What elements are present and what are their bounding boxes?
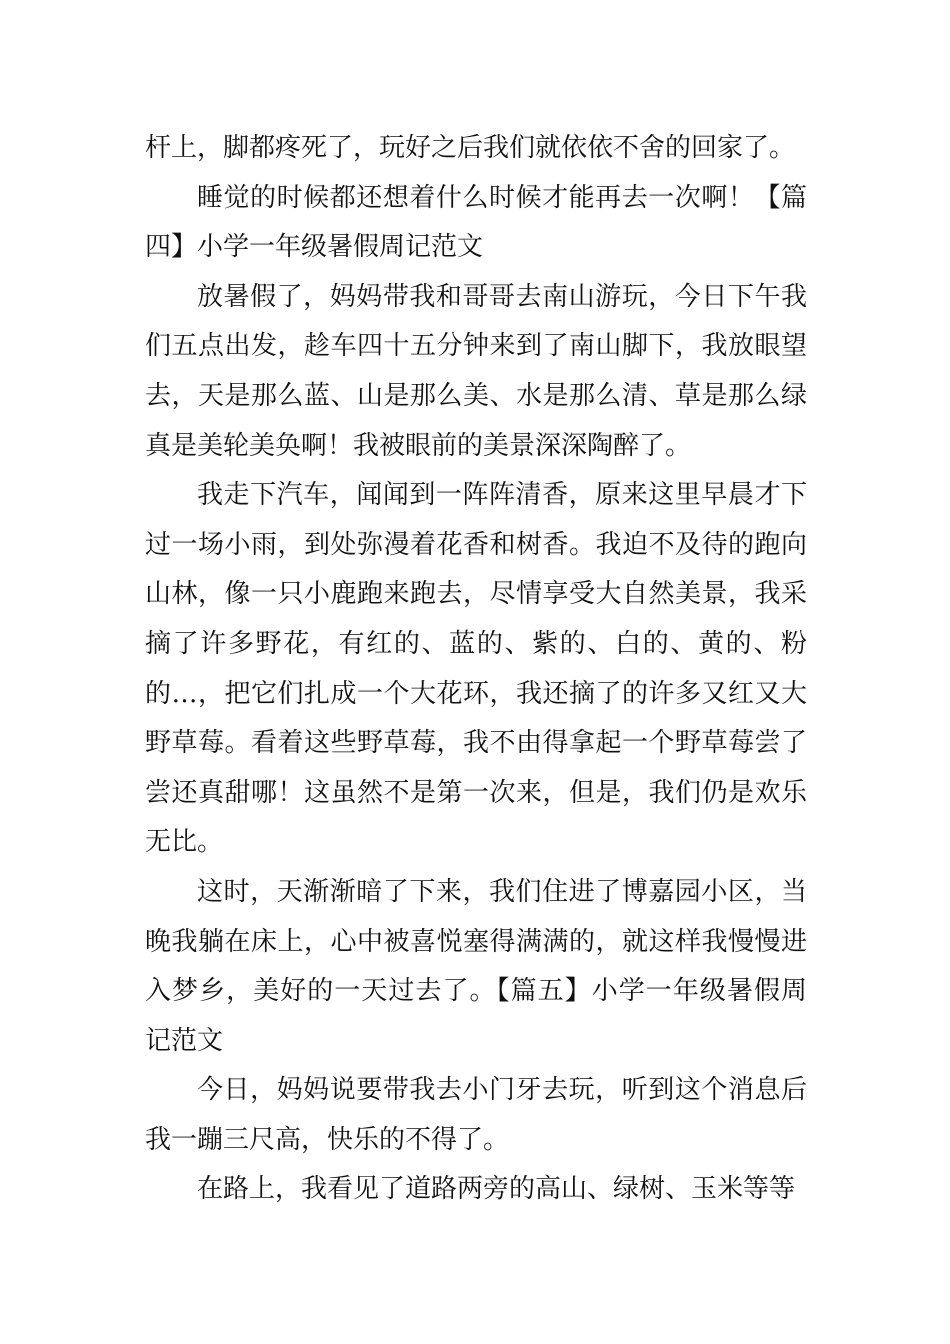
paragraph-evening: 这时，天渐渐暗了下来，我们住进了博嘉园小区，当晚我躺在床上，心中被喜悦塞得满满的，就这样我慢慢进入梦乡，美好的一天过去了。【篇五】小学一年级暑假周记范文 (145, 876, 807, 1056)
document-page (145, 124, 807, 1215)
paragraph-continued: 杆上，脚都疼死了，玩好之后我们就依依不舍的回家了。 (145, 133, 796, 163)
paragraph-today: 今日，妈妈说要带我去小门牙去玩，听到这个消息后我一蹦三尺高，快乐的不得了。 (145, 1075, 807, 1155)
paragraph-nanshan-trip: 放暑假了，妈妈带我和哥哥去南山游玩，今日下午我们五点出发，趁车四十五分钟来到了南山脚下，我放眼望去，天是那么蓝、山是那么美、水是那么清、草是那么绿真是美轮美奂啊！我被眼前的美景深深陶醉了。 (145, 281, 807, 461)
paragraph-on-road: 在路上，我看见了道路两旁的高山、绿树、玉米等等 (197, 1174, 796, 1205)
paragraph-mountain-forest: 我走下汽车，闻闻到一阵阵清香，原来这里早晨才下过一场小雨，到处弥漫着花香和树香。我迫不及待的跑向山林，像一只小鹿跑来跑去，尽情享受大自然美景，我采摘了许多野花，有红的、蓝的、紫的、白的、黄的、粉的…，把它们扎成一个大花环，我还摘了的许多又红又大野草莓。看着这些野草莓，我不由得拿起一个野草莓尝了尝还真甜哪！这虽然不是第一次来，但是，我们仍是欢乐无比。 (145, 480, 807, 858)
paragraph-sleep: 睡觉的时候都还想着什么时候才能再去一次啊！【篇四】小学一年级暑假周记范文 (145, 182, 807, 263)
